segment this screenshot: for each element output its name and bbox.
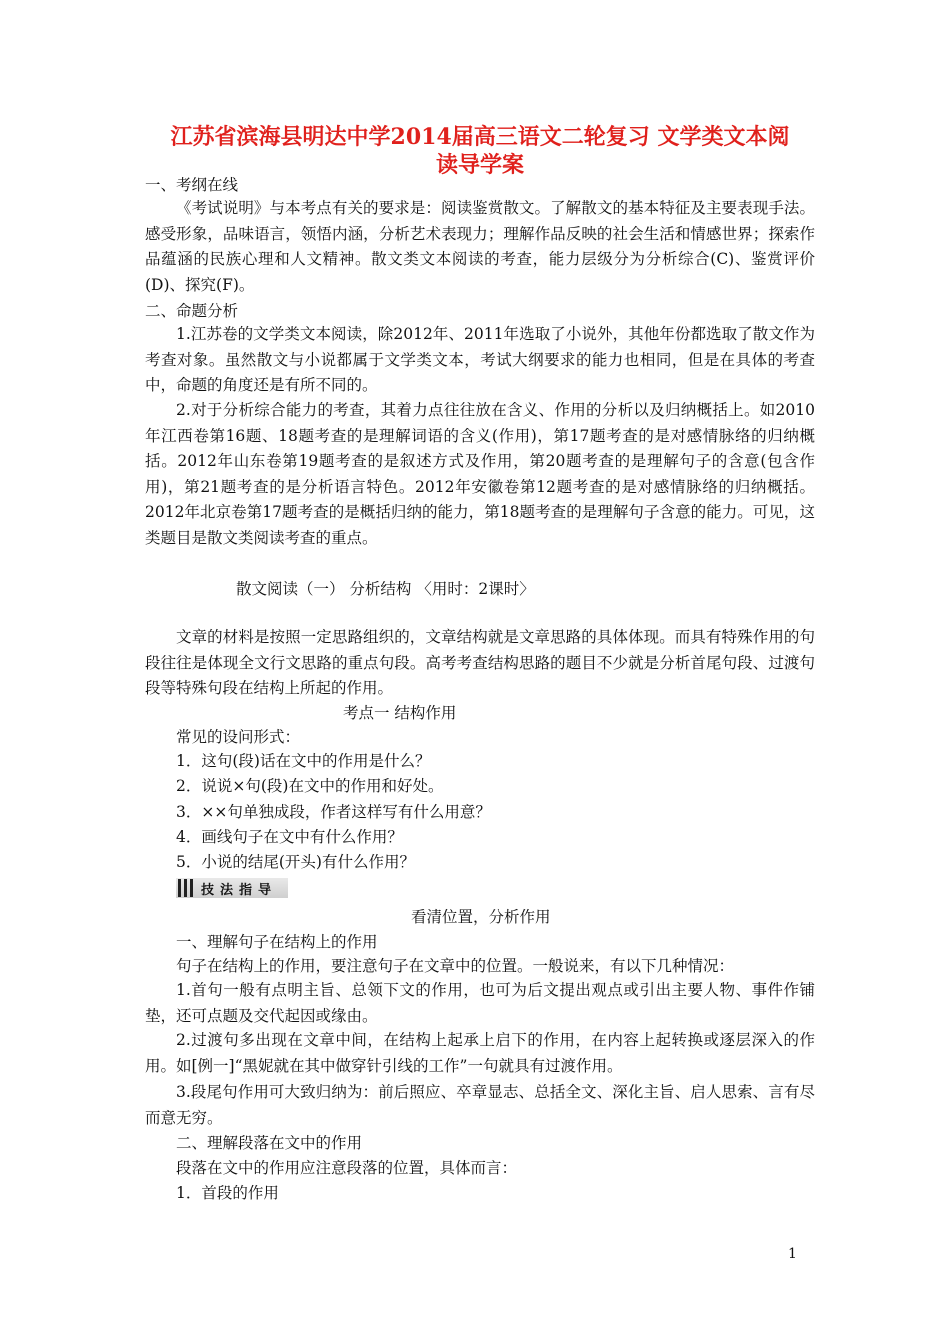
section-1-paragraph: 《考试说明》与本考点有关的要求是：阅读鉴赏散文。了解散文的基本特征及主要表现手法。感受形象，品味语言，领悟内涵，分析艺术表现力；理解作品反映的社会生活和情感世界；探索作品蕴涵的民族心理和人文精神。散文类文本阅读的考查，能力层级分为分析综合(C)、鉴赏评价(D)、探究(F)。 xyxy=(145,199,815,294)
kaodian-heading: 考点一 结构作用 xyxy=(343,704,457,722)
section-heading-1: 一、考纲在线 xyxy=(145,176,239,194)
part-2-heading: 二、理解段落在文中的作用 xyxy=(176,1134,363,1152)
part-2-intro: 段落在文中的作用应注意段落的位置，具体而言： xyxy=(176,1159,518,1177)
lesson-intro-paragraph: 文章的材料是按照一定思路组织的，文章结构就是文章思路的具体体现。而具有特殊作用的句段往往是体现全文行文思路的重点句段。高考考查结构思路的题目不少就是分析首尾句段、过渡句段等特殊句段在结构上所起的作用。 xyxy=(145,628,815,697)
badge-bars-icon xyxy=(178,879,193,897)
part-1-item-3: 3.段尾句作用可大致归纳为：前后照应、卒章显志、总括全文、深化主旨、启人思索、言有尽而意无穷。 xyxy=(145,1083,815,1127)
part-1-item-1: 1.首句一般有点明主旨、总领下文的作用，也可为后文提出观点或引出主要人物、事件作铺垫，还可点题及交代起因或缘由。 xyxy=(145,981,815,1025)
badge-label: 技法指导 xyxy=(201,882,278,898)
part-1-intro: 句子在结构上的作用，要注意句子在文章中的位置。一般说来，有以下几种情况： xyxy=(176,957,735,975)
part-1-heading: 一、理解句子在结构上的作用 xyxy=(176,933,378,951)
question-form-item: 3．××句单独成段，作者这样写有什么用意？ xyxy=(176,803,491,821)
part-2-item-1: 1．首段的作用 xyxy=(176,1184,279,1202)
question-forms-label: 常见的设问形式： xyxy=(176,728,301,746)
section-heading-2: 二、命题分析 xyxy=(145,302,239,320)
question-form-item: 2．说说×句(段)在文中的作用和好处。 xyxy=(176,777,444,795)
document-title-line2: 读导学案 xyxy=(435,152,524,178)
technique-guide-badge xyxy=(176,878,288,898)
question-form-item: 5．小说的结尾(开头)有什么作用？ xyxy=(176,853,415,871)
section-2-paragraph-1: 1.江苏卷的文学类文本阅读，除2012年、2011年选取了小说外，其他年份都选取了散文作为考查对象。虽然散文与小说都属于文学类文本，考试大纲要求的能力也相同，但是在具体的考查中，命题的角度还是有所不同的。 xyxy=(145,325,815,394)
page-number: 1 xyxy=(788,1246,797,1262)
question-form-item: 1．这句(段)话在文中的作用是什么？ xyxy=(176,752,431,770)
question-form-item: 4．画线句子在文中有什么作用？ xyxy=(176,828,403,846)
section-2-paragraph-2: 2.对于分析综合能力的考查，其着力点往往放在含义、作用的分析以及归纳概括上。如2010年江西卷第16题、18题考查的是理解词语的含义(作用)，第17题考查的是对感情脉络的归纳概括。2012年山东卷第19题考查的是叙述方式及作用，第20题考查的是理解句子的含意(包含作用)，第21题考查的是分析语言特色。2012年安徽卷第12题考查的是对感情脉络的归纳概括。2012年北京卷第17题考查的是概括归纳的能力，第18题考查的是理解句子含意的能力。可见，这类题目是散文类阅读考查的重点。 xyxy=(145,401,815,547)
lesson-heading: 散文阅读（一） 分析结构 〈用时：2课时〉 xyxy=(236,580,535,598)
document-title-line1: 江苏省滨海县明达中学2014届高三语文二轮复习 文学类文本阅 xyxy=(170,124,790,150)
part-1-item-2: 2.过渡句多出现在文章中间，在结构上起承上启下的作用，在内容上起转换或逐层深入的作用。如[例一]“黑妮就在其中做穿针引线的工作”一句就具有过渡作用。 xyxy=(145,1031,815,1075)
method-title: 看清位置，分析作用 xyxy=(411,908,551,926)
